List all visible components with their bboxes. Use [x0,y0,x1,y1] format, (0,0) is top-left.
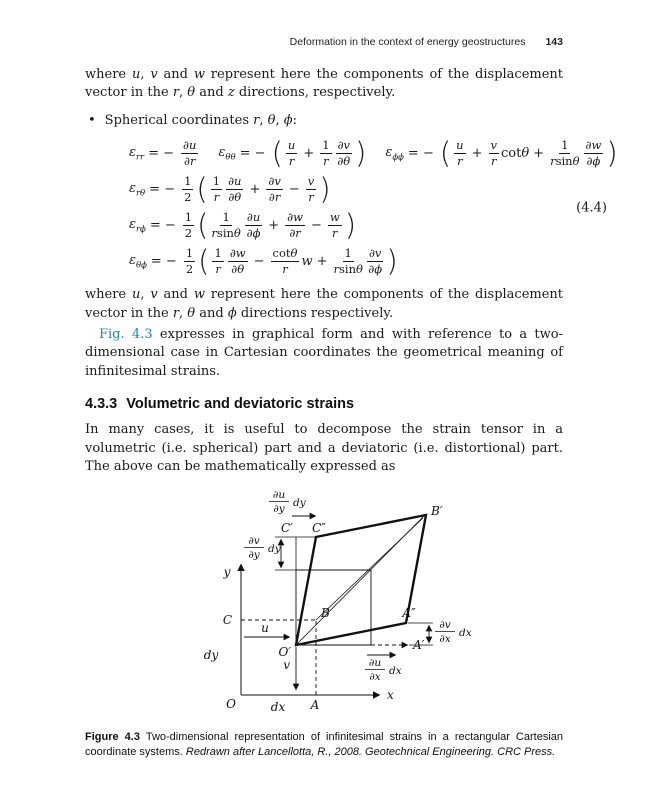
label-point-B-prime: B′ [431,503,443,518]
figure-caption-text: Two-dimensional representation of infinitesimal strains in a rectangular Cartesian coordinate systems. [85,730,564,758]
label-point-B: B [321,605,330,620]
fraction-dudy [273,489,307,515]
svg-text:dy: dy [268,542,281,555]
figure-4-3 [85,481,563,760]
svg-text:∂y: ∂y [248,548,260,561]
figure-caption [85,730,563,760]
fraction-dudx [369,657,402,683]
equation-row-4 [129,244,563,279]
label-x-axis: x [387,687,394,702]
figure-reference-text: expresses in graphical form and with reference to a two-dimensional case in Cartesian coordinates the geometrical meaning of infinitesimal strains. [85,327,563,379]
svg-text:dx: dx [389,664,402,677]
svg-text:dx: dx [459,626,472,639]
equation-epsilon-r-phi: $\varepsilon_{r\phi}$ = − $\frac{1}{2}$ ( 1 rsinθ ∂u ∂ϕ + $\frac{\partial w}{\partial r}$ − $\frac{w}{r}$ ) [129,208,357,243]
label-point-C: C [222,612,232,627]
equation-epsilon-r-theta: $\varepsilon_{r\theta}$ = − $\frac{1}{2}$ ( 1 r ∂u ∂θ + $\frac{\partial v}{\partial r}$ − $\frac{v}{r}$ ) [129,172,331,207]
label-point-A-dprime: A″ [402,605,416,620]
svg-text:∂u: ∂u [368,656,382,669]
page-body [85,66,618,760]
svg-text:∂v: ∂v [248,534,260,547]
equation-row-2 [129,172,563,207]
figure-caption-reference: Redrawn after Lancellotta, R., 2008. Geotechnical Engineering. CRC Press. [185,745,556,758]
bullet-text: Spherical coordinates r, θ, ϕ: [104,112,297,128]
bullet-marker: • [88,112,96,128]
bullet-item-spherical-coordinates [88,112,563,130]
svg-text:∂u: ∂u [272,488,286,501]
running-title: Deformation in the context of energy geostructures [289,36,526,48]
fraction-dvdx [439,619,471,645]
equation-epsilon-rr: $\varepsilon_{rr}$ = − $\frac{\partial u}{\partial r}$ [129,138,197,169]
svg-text:∂x: ∂x [439,632,451,645]
label-point-O-prime: O′ [278,644,291,659]
figure-caption-tag: Figure 4.3 [85,730,140,743]
svg-text:∂v: ∂v [439,618,451,631]
label-point-C-dprime: C″ [312,520,326,535]
label-v: v [283,657,290,672]
equation-block-4-4 [129,136,618,279]
paragraph-figure-reference [85,326,563,381]
svg-text:∂y: ∂y [273,502,285,515]
paragraph-displacement-rtz: where u, v and w represent here the components of the displacement vector in the r, θ and z directions, respectively. [85,67,564,101]
equation-epsilon-theta-theta: $\varepsilon_{\theta\theta}$ = − ( u r + $\frac{1}{r}$ ∂v ∂θ ) [218,136,367,171]
equation-number: (4.4) [576,200,607,216]
paragraph-volumetric-deviatoric: In many cases, it is useful to decompose the strain tensor in a volumetric (i.e. spherical) part and a deviatoric (i.e. distortional) part. The above can be mathematically expressed as [85,422,563,475]
equation-epsilon-phi-phi: $\varepsilon_{\phi\phi}$ = − ( u r + $\frac{v}{r}$ cot θ + $\frac{1}{rsin\theta}$ ∂w ∂ϕ ) [385,136,618,171]
label-y-axis: y [223,564,231,579]
label-dx: dx [270,699,286,714]
svg-text:∂x: ∂x [369,670,381,683]
label-point-O: O [226,696,236,711]
equation-row-3 [129,208,563,243]
paragraph-displacement-rtphi: where u, v and w represent here the components of the displacement vector in the r, θ and ϕ directions respectively. [85,287,564,321]
figure-4-3-link[interactable]: Fig. 4.3 [99,327,153,342]
equation-row-1 [129,136,618,171]
section-heading [85,396,563,412]
section-title: Volumetric and deviatoric strains [126,396,355,413]
page-header [85,36,563,48]
label-dy: dy [203,647,219,662]
label-point-C-prime: C′ [281,520,293,535]
label-point-A: A [310,697,320,712]
svg-text:dy: dy [293,496,306,509]
label-point-A-prime: A′ [413,637,425,652]
fraction-dvdy [248,535,281,561]
figure-4-3-diagram [89,481,559,717]
section-number: 4.3.3 [85,396,118,413]
page-number: 143 [545,36,563,48]
equation-epsilon-theta-phi: $\varepsilon_{\theta\phi}$ = − $\frac{1}{2}$ ( 1 r ∂w ∂θ − $\frac{\cot\theta}{r}$ w + $\frac{1}{rsin\theta}$ ∂v ∂ϕ ) [129,244,398,279]
label-u: u [261,620,269,635]
